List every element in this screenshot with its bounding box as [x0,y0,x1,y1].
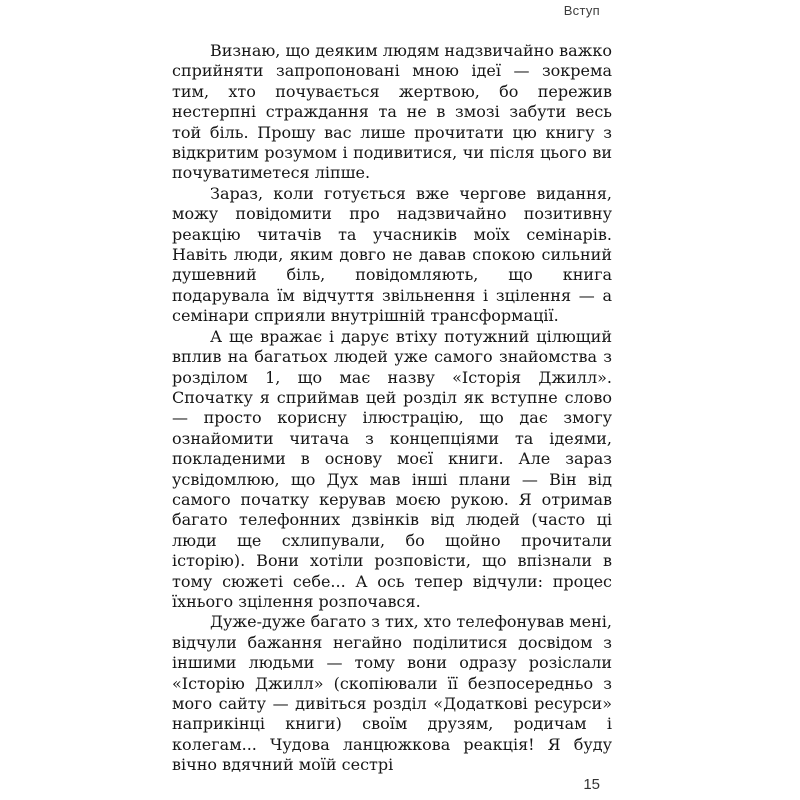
page-body-text [172,41,612,776]
paragraph: Дуже-дуже багато з тих, хто телефонував мені, відчули бажання негайно поділитися досвідом з іншими людьми — тому вони одразу розіслали «Історію Джилл» (скопіювали її безпосередньо з мого сайту — дивіться розділ «Додаткові ресурси» наприкінці книги) своїм друзям, родичам і колегам... Чудова ланцюжкова реакція! Я буду вічно вдячний моїй сестрі [172,612,612,775]
page-number: 15 [583,776,600,793]
running-header [172,3,612,18]
paragraph: А ще вражає і дарує втіху потужний цілющий вплив на багатьох людей уже самого знайомства з розділом 1, що має назву «Історія Джилл». Спочатку я сприймав цей розділ як вступне слово — просто корисну ілюстрацію, що дає змогу ознайомити читача з концепціями та ідеями, покладеними в основу моєї книги. Але зараз усвідомлюю, що Дух мав інші плани — Він від самого початку керував моєю рукою. Я отримав багато телефонних дзвінків від людей (часто ці люди ще схлипували, бо щойно прочитали історію). Вони хотіли розповісти, що впізнали в тому сюжеті себе... А ось тепер відчули: процес їхнього зцілення розпочався. [172,326,612,611]
paragraph: Визнаю, що деяким людям надзвичайно важко сприйняти запропоновані мною ідеї — зокрема тим, хто почувається жертвою, бо пережив нестерпні страждання та не в змозі забути весь той біль. Прошу вас лише прочитати цю книгу з відкритим розумом і подивитися, чи після цього ви почуватиметеся ліпше. [172,41,612,183]
paragraph: Зараз, коли готується вже чергове видання, можу повідомити про надзвичайно позитивну реакцію читачів та учасників моїх семінарів. Навіть люди, яким довго не давав спокою сильний душевний біль, повідомляють, що книга подарувала їм відчуття звільнення і зцілення — а семінари сприяли внутрішній трансформації. [172,183,612,326]
page-footer [172,776,612,793]
chapter-title: Вступ [563,3,600,18]
